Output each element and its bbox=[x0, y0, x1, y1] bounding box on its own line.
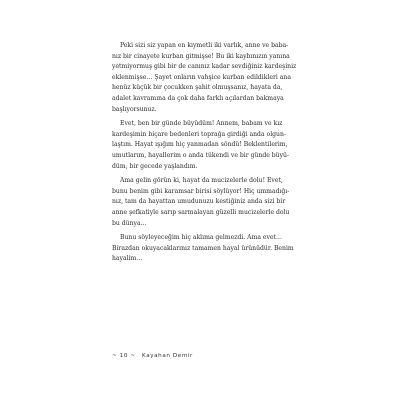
text-line: Bunu söyleyeceğim hiç aklıma gelmezdi. Ama evet… bbox=[120, 234, 283, 242]
text-line: nız bir cinayete kurban gitmişse! Bu iki kaybınızın yanına bbox=[112, 52, 290, 60]
text-line: laştım. Hayat ışığım hiç yanmadan söndü! Beklentilerim, bbox=[112, 141, 288, 149]
text-line: nız, tam da hayattan umudunuzu kestiğiniz anda sizi bir bbox=[112, 198, 286, 206]
text-line: Birazdan okuyacaklarınız tamamen hayal ürünüdür. Benim bbox=[112, 244, 294, 252]
text-line: henüz küçük bir çocukken şahit olmuşsanız, hayata da, bbox=[112, 84, 283, 92]
text-line: başlıyorsunuz. bbox=[112, 105, 157, 113]
text-line: düm, bir gecede yaşlandım. bbox=[112, 162, 198, 170]
text-line: Evet, ben bir günde büyüdüm! Annem, babam ve kız bbox=[120, 120, 283, 128]
text-line: kardeşimin biçare bedenleri toprağa girdiği anda olgun- bbox=[112, 130, 286, 138]
text-line: umutlarım, hayallerim o anda tükendi ve bir günde büyü- bbox=[112, 151, 290, 159]
text-line: adalet kavramına da çok daha farklı açılardan bakmaya bbox=[112, 94, 284, 102]
paragraph-1 bbox=[112, 41, 297, 115]
paragraph-4 bbox=[112, 233, 294, 265]
text-line: bu dünya… bbox=[112, 219, 147, 227]
text-line: anne şefkatiyle sarıp sarmalayan güzelli mucizelerle dolu bbox=[112, 208, 290, 216]
text-line: Peki sizi siz yapan en kıymetli iki varlık, anne ve baba- bbox=[120, 42, 289, 49]
text-line: bunu benim gibi karamsar birisi söylüyor! Hiç ummadığı- bbox=[112, 187, 290, 195]
text-line: hayalim… bbox=[112, 255, 143, 263]
text-line: eklenmişse… Şayet onların vahşice kurban edildikleri ana bbox=[112, 73, 291, 81]
page-footer bbox=[112, 353, 197, 359]
page-number: ~ 10 ~ bbox=[112, 353, 136, 359]
body-text bbox=[112, 41, 297, 265]
paragraph-3 bbox=[112, 176, 290, 229]
text-line: Ama gelin görün ki, hayat da mucizelerle dolu! Evet, bbox=[120, 177, 283, 185]
paragraph-2 bbox=[112, 119, 290, 172]
text-line: yetmiyormuş gibi bir de canınız kadar sevdiğiniz kardeşiniz bbox=[112, 63, 297, 71]
author-name: Kayahan Demir bbox=[142, 353, 193, 359]
